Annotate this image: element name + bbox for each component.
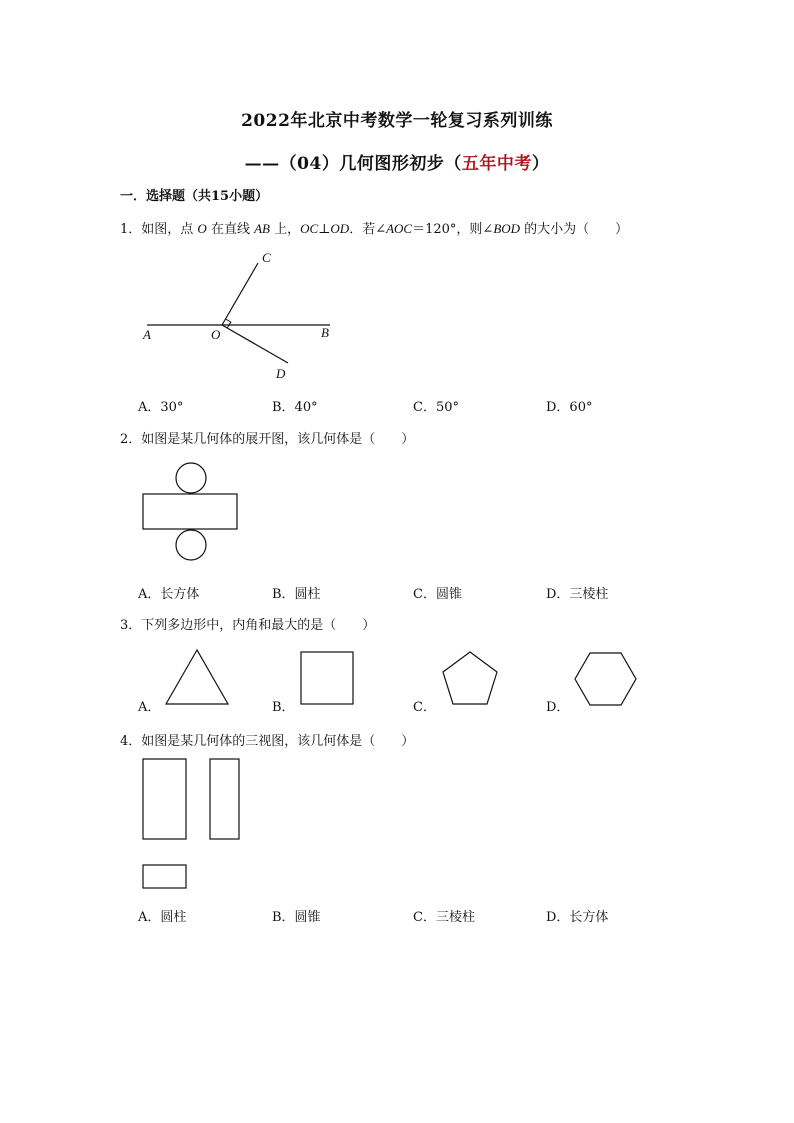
q2-option-d[interactable]: D．三棱柱 [546,587,609,602]
question-4-text: 4．如图是某几何体的三视图，该几何体是（ ） [120,734,415,749]
question-number: 1． [120,222,142,237]
q1-option-c[interactable]: C．50° [413,400,459,415]
pentagon-shape [443,652,497,704]
subtitle-prefix: ——（04）几何图形初步（ [244,154,462,174]
net-bottom-circle [176,530,206,560]
q3-option-b[interactable]: B． [272,700,295,715]
question-2-text: 2．如图是某几何体的展开图，该几何体是（ ） [120,432,415,447]
label-o: O [211,327,221,342]
q1-var-oc: OC [300,221,319,236]
subtitle-accent: 五年中考 [461,154,532,174]
front-view-rect [143,759,186,839]
q1-var-aoc: AOC [386,221,413,236]
q2-option-b[interactable]: B．圆柱 [272,587,321,602]
triangle-shape [166,650,228,704]
q1-option-d[interactable]: D．60° [546,400,593,415]
label-d: D [276,366,286,381]
ray-oc [222,263,258,325]
q1-text-part: 在直线 [206,222,255,237]
q4-option-a[interactable]: A．圆柱 [138,910,187,925]
q2-option-c[interactable]: C．圆锥 [413,587,462,602]
q4-option-b[interactable]: B．圆锥 [272,910,321,925]
label-c: C [262,250,271,265]
q1-var-o: O [197,221,207,236]
q4-option-c[interactable]: C．三棱柱 [413,910,475,925]
q1-text-part: ＝120°，则∠ [412,222,494,237]
q2-option-a[interactable]: A．长方体 [138,587,200,602]
top-view-rect [143,865,186,888]
q1-var-bod: BOD [493,221,521,236]
q1-text-part: ．若∠ [349,222,387,237]
q1-option-b[interactable]: B．40° [272,400,318,415]
net-rectangle [143,494,237,529]
document-title: 2022年北京中考数学一轮复习系列训练 [241,111,553,131]
q3-option-d[interactable]: D． [546,700,570,715]
q3-option-c[interactable]: C． [413,700,436,715]
side-view-rect [210,759,239,839]
q1-text-part: 如图，点 [141,222,198,237]
q3-option-a[interactable]: A． [138,700,161,715]
q1-var-od: OD [330,221,350,236]
net-top-circle [176,463,206,493]
q4-option-d[interactable]: D．长方体 [546,910,609,925]
subtitle-suffix: ） [531,154,550,174]
question-3-text: 3．下列多边形中，内角和最大的是（ ） [120,618,376,633]
q1-option-a[interactable]: A．30° [138,400,184,415]
hexagon-shape [575,653,636,705]
q1-var-ab: AB [254,221,270,236]
label-a: A [143,327,151,342]
square-shape [301,652,353,704]
perpendicular-symbol: ⊥ [318,222,331,237]
ray-od [222,325,288,363]
label-b: B [321,325,329,340]
q1-text-part: 上， [269,222,301,237]
section-heading: 一．选择题（共15小题） [120,189,269,204]
q1-text-part: 的大小为（ ） [520,222,629,237]
right-angle-mark [226,319,231,328]
